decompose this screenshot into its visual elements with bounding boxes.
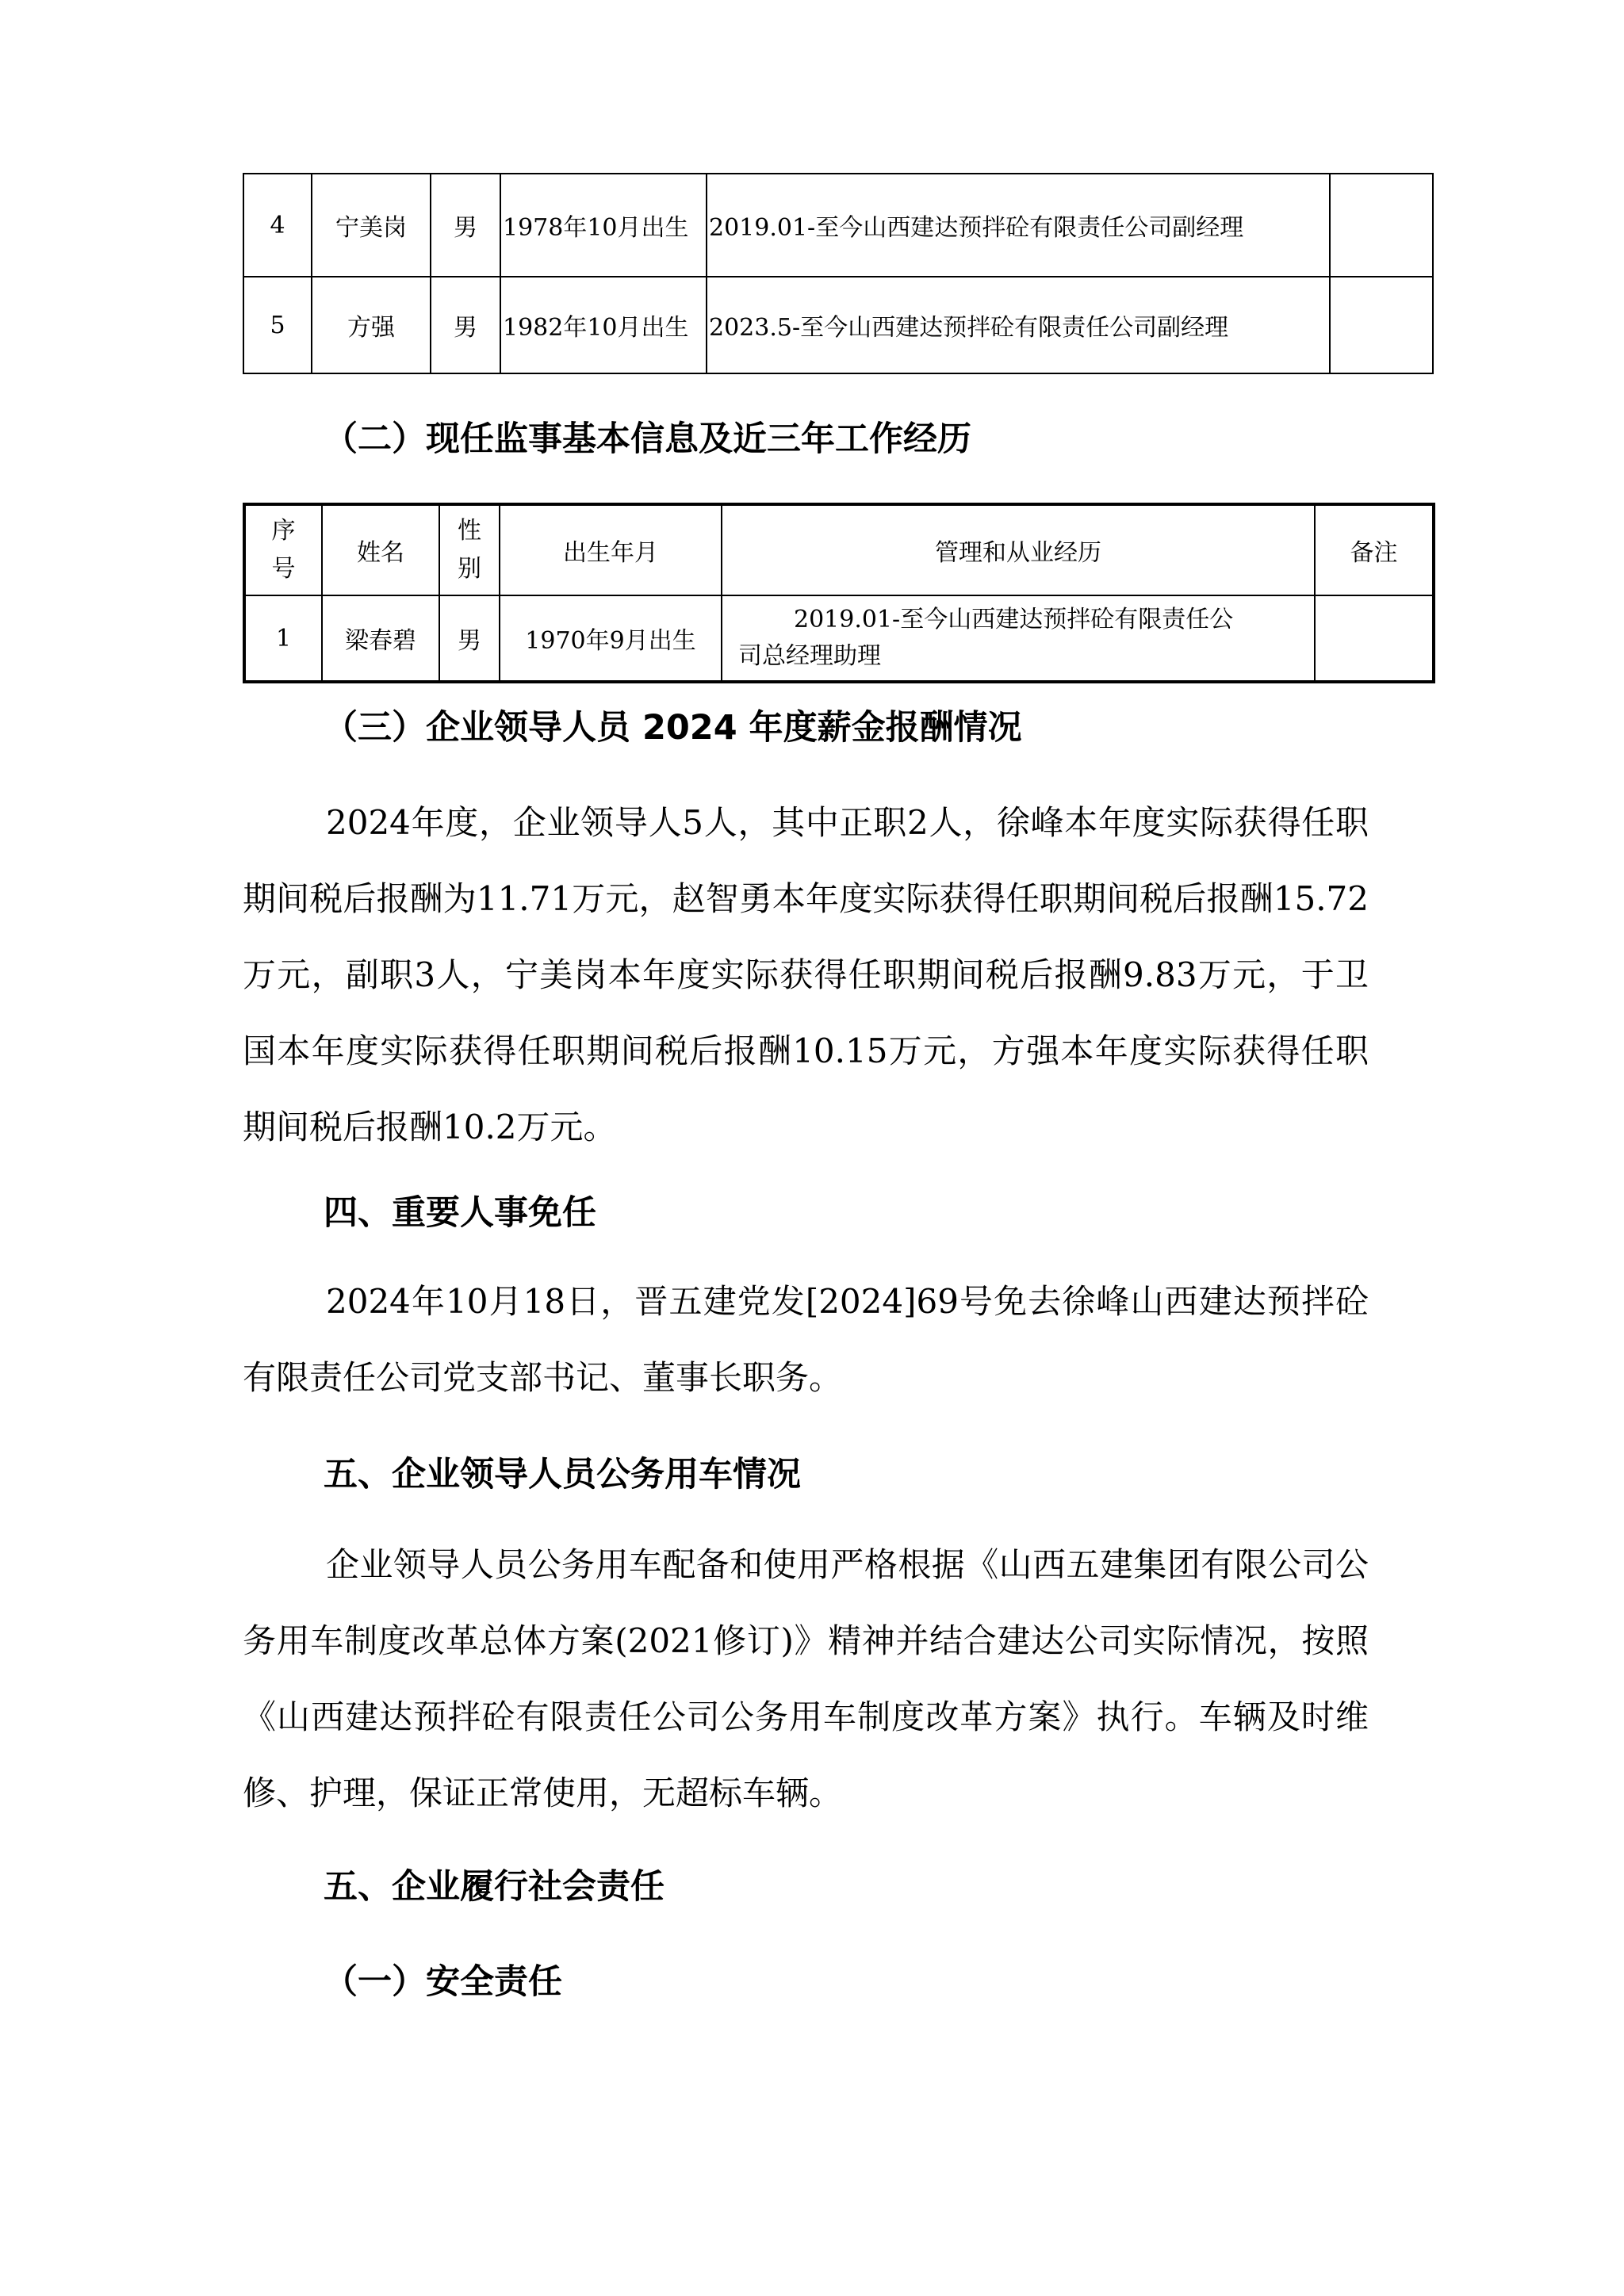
section-heading-vehicles: 五、企业领导人员公务用车情况 (324, 1455, 801, 1494)
section-heading-social: 五、企业履行社会责任 (324, 1867, 665, 1907)
header-name: 姓名 (322, 504, 439, 595)
cell-birth: 1978年10月出生 (500, 174, 707, 277)
header-birth: 出生年月 (500, 504, 722, 595)
cell-name: 方强 (312, 277, 431, 373)
cell-gender: 男 (439, 595, 500, 682)
paragraph-vehicles: 企业领导人员公务用车配备和使用严格根据《山西五建集团有限公司公务用车制度改革总体方案(2021修订)》精神并结合建达公司实际情况，按照《山西建达预拌砼有限责任公司公务用车制度改革方案》执行。车辆及时维修、护理，保证正常使用，无超标车辆。 (243, 1545, 1369, 1812)
table-row (244, 595, 1434, 682)
header-gender: 性 别 (439, 504, 500, 595)
table-header-row (244, 504, 1434, 595)
cell-remark (1330, 277, 1433, 373)
cell-no: 5 (243, 277, 312, 373)
executives-table (243, 173, 1434, 374)
cell-experience: 2019.01-至今山西建达预拌砼有限责任公 司总经理助理 (722, 595, 1315, 682)
cell-name: 宁美岗 (312, 174, 431, 277)
cell-name: 梁春碧 (322, 595, 439, 682)
header-no: 序 号 (244, 504, 322, 595)
header-remark: 备注 (1315, 504, 1434, 595)
paragraph-salary: 2024年度，企业领导人5人，其中正职2人，徐峰本年度实际获得任职期间税后报酬为11.71万元，赵智勇本年度实际获得任职期间税后报酬15.72万元，副职3人，宁美岗本年度实际获得任职期间税后报酬9.83万元，于卫国本年度实际获得任职期间税后报酬10.15万元，方强本年度实际获得任职期间税后报酬10.2万元。 (243, 803, 1369, 1146)
cell-remark (1330, 174, 1433, 277)
subheading-safety: （一）安全责任 (324, 1962, 562, 2002)
cell-experience: 2019.01-至今山西建达预拌砼有限责任公司副经理 (707, 174, 1330, 277)
cell-gender: 男 (431, 277, 500, 373)
supervisors-table (243, 503, 1435, 683)
paragraph-personnel: 2024年10月18日，晋五建党发[2024]69号免去徐峰山西建达预拌砼有限责任公司党支部书记、董事长职务。 (243, 1282, 1369, 1397)
cell-no: 1 (244, 595, 322, 682)
cell-experience: 2023.5-至今山西建达预拌砼有限责任公司副经理 (707, 277, 1330, 373)
cell-birth: 1970年9月出生 (500, 595, 722, 682)
section-heading-salary: （三）企业领导人员 2024 年度薪金报酬情况 (324, 708, 1022, 748)
header-experience: 管理和从业经历 (722, 504, 1315, 595)
cell-no: 4 (243, 174, 312, 277)
table-row (243, 277, 1433, 373)
section-heading-supervisors: （二）现任监事基本信息及近三年工作经历 (324, 419, 971, 459)
cell-remark (1315, 595, 1434, 682)
cell-birth: 1982年10月出生 (500, 277, 707, 373)
table-row (243, 174, 1433, 277)
cell-gender: 男 (431, 174, 500, 277)
section-heading-personnel: 四、重要人事免任 (324, 1193, 596, 1233)
